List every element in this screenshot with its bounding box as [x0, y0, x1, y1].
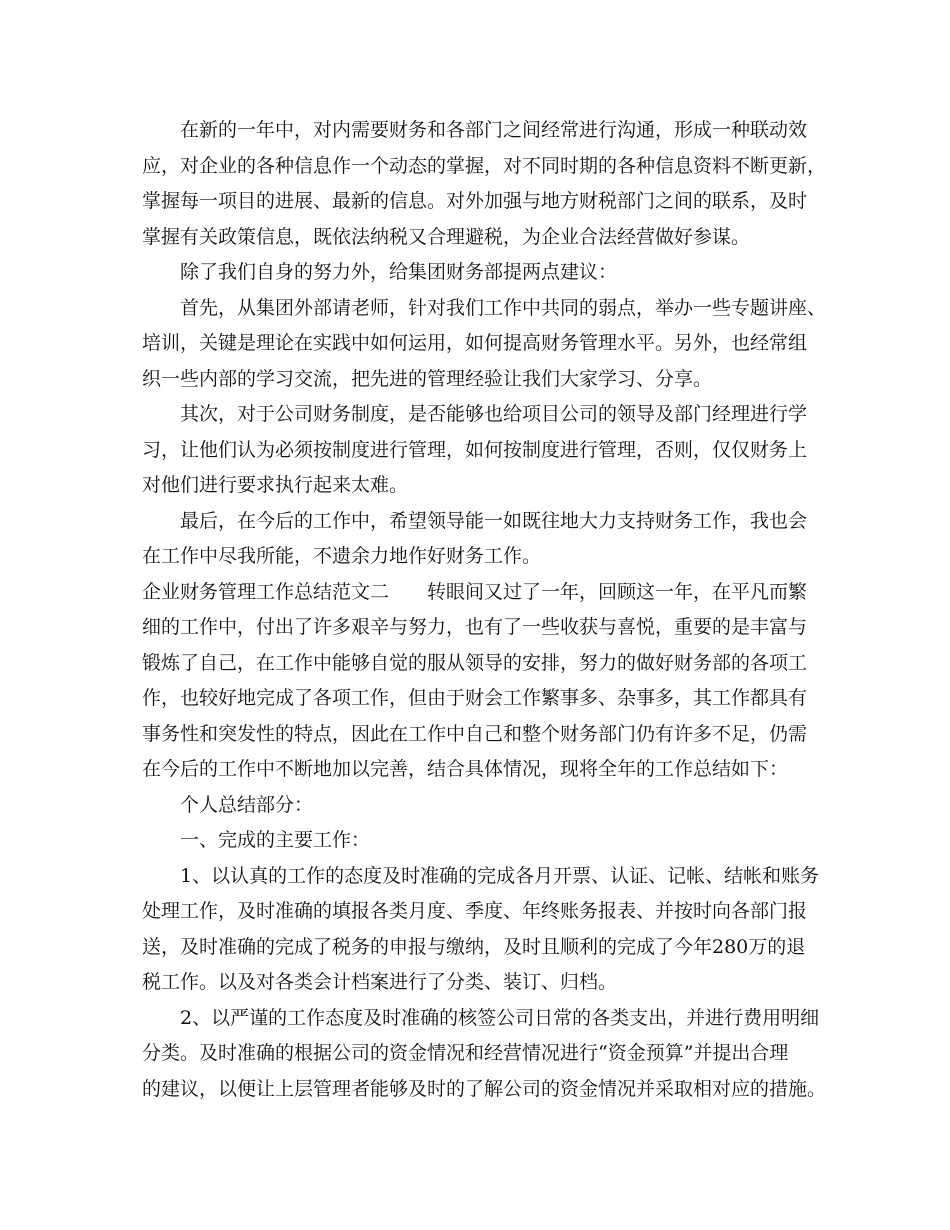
text-line	[142, 930, 812, 966]
text-line	[142, 717, 812, 753]
line-text: 一、完成的主要工作：	[180, 829, 371, 851]
line-text: 转眼间又过了一年，回顾这一年，在平凡而繁	[427, 580, 808, 603]
text-line	[142, 752, 812, 788]
line-text: 在新的一年中，对内需要财务和各部门之间经常进行沟通，形成一种联动效	[180, 119, 808, 141]
line-text: 掌握有关政策信息，既依法纳税又合理避税，为企业合法经营做好参谋。	[142, 225, 751, 248]
text-line	[142, 326, 812, 362]
line-text: 在今后的工作中不断地加以完善，结合具体情况，现将全年的工作总结如下：	[142, 758, 789, 780]
line-text: 1、以认真的工作的态度及时准确的完成各月开票、认证、记帐、结帐和账务	[180, 864, 820, 887]
line-text: 习，让他们认为必须按制度进行管理，如何按制度进行管理，否则，仅仅财务上	[142, 438, 808, 461]
line-text: 税工作。以及对各类会计档案进行了分类、装订、归档。	[142, 971, 618, 993]
line-text: 2、以严谨的工作态度及时准确的核签公司日常的各类支出，并进行费用明细	[180, 1006, 820, 1029]
line-text: 事务性和突发性的特点，因此在工作中自己和整个财务部门仍有许多不足，仍需	[142, 722, 808, 745]
line-text: 首先，从集团外部请老师，针对我们工作中共同的弱点，举办一些专题讲座、	[180, 296, 827, 319]
text-line	[142, 1001, 820, 1037]
text-line	[142, 859, 820, 895]
line-text: 的建议，以便让上层管理者能够及时的了解公司的资金情况并采取相对应的措施。	[142, 1077, 827, 1100]
text-line	[142, 1072, 827, 1108]
text-line	[142, 610, 812, 646]
text-line	[142, 788, 812, 824]
line-text: 掌握每一项目的进展、最新的信息。对外加强与地方财税部门之间的联系，及时	[142, 190, 808, 212]
text-line	[142, 113, 812, 149]
text-line	[142, 894, 812, 930]
text-line	[142, 539, 812, 575]
line-text: 除了我们自身的努力外，给集团财务部提两点建议：	[180, 261, 618, 283]
line-text: 培训，关键是理论在实践中如何运用，如何提高财务管理水平。另外，也经常组	[142, 332, 808, 354]
text-line	[142, 184, 812, 220]
line-text: 其次，对于公司财务制度，是否能够也给项目公司的领导及部门经理进行学	[180, 403, 808, 425]
line-text: 应，对企业的各种信息作一个动态的掌握，对不同时期的各种信息资料不断更新，	[142, 154, 827, 177]
text-line	[142, 362, 812, 398]
text-line	[142, 149, 827, 185]
text-line	[142, 397, 812, 433]
document-body	[142, 113, 827, 1107]
line-text: 送，及时准确的完成了税务的申报与缴纳，及时且顺利的完成了今年280万的退	[142, 935, 806, 958]
line-text: 在工作中尽我所能，不遗余力地作好财务工作。	[142, 545, 542, 567]
text-line	[142, 504, 812, 540]
text-line	[142, 468, 812, 504]
text-line	[142, 255, 812, 291]
text-line	[142, 291, 827, 327]
line-text: 细的工作中，付出了许多艰辛与努力，也有了一些收获与喜悦，重要的是丰富与	[142, 616, 808, 638]
text-line	[142, 965, 812, 1001]
text-line	[142, 1036, 812, 1072]
line-text: 织一些内部的学习交流，把先进的管理经验让我们大家学习、分享。	[142, 367, 713, 390]
text-line	[142, 433, 812, 469]
text-line	[142, 823, 812, 859]
line-text: 处理工作，及时准确的填报各类月度、季度、年终账务报表、并按时向各部门报	[142, 900, 808, 922]
section-heading: 企业财务管理工作总结范文二	[142, 580, 390, 603]
line-text: 锻炼了自己，在工作中能够自觉的服从领导的安排，努力的做好财务部的各项工	[142, 651, 808, 674]
line-text: 对他们进行要求执行起来太难。	[142, 474, 409, 496]
line-text: 作，也较好地完成了各项工作，但由于财会工作繁事多、杂事多，其工作都具有	[142, 687, 808, 709]
line-text: 最后，在今后的工作中，希望领导能一如既往地大力支持财务工作，我也会	[180, 509, 808, 532]
line-text: 分类。及时准确的根据公司的资金情况和经营情况进行“资金预算”并提出合理	[142, 1042, 789, 1064]
section-heading-line	[142, 575, 812, 611]
text-line	[142, 681, 812, 717]
text-line	[142, 220, 812, 256]
line-text: 个人总结部分：	[180, 793, 314, 816]
text-line	[142, 646, 812, 682]
